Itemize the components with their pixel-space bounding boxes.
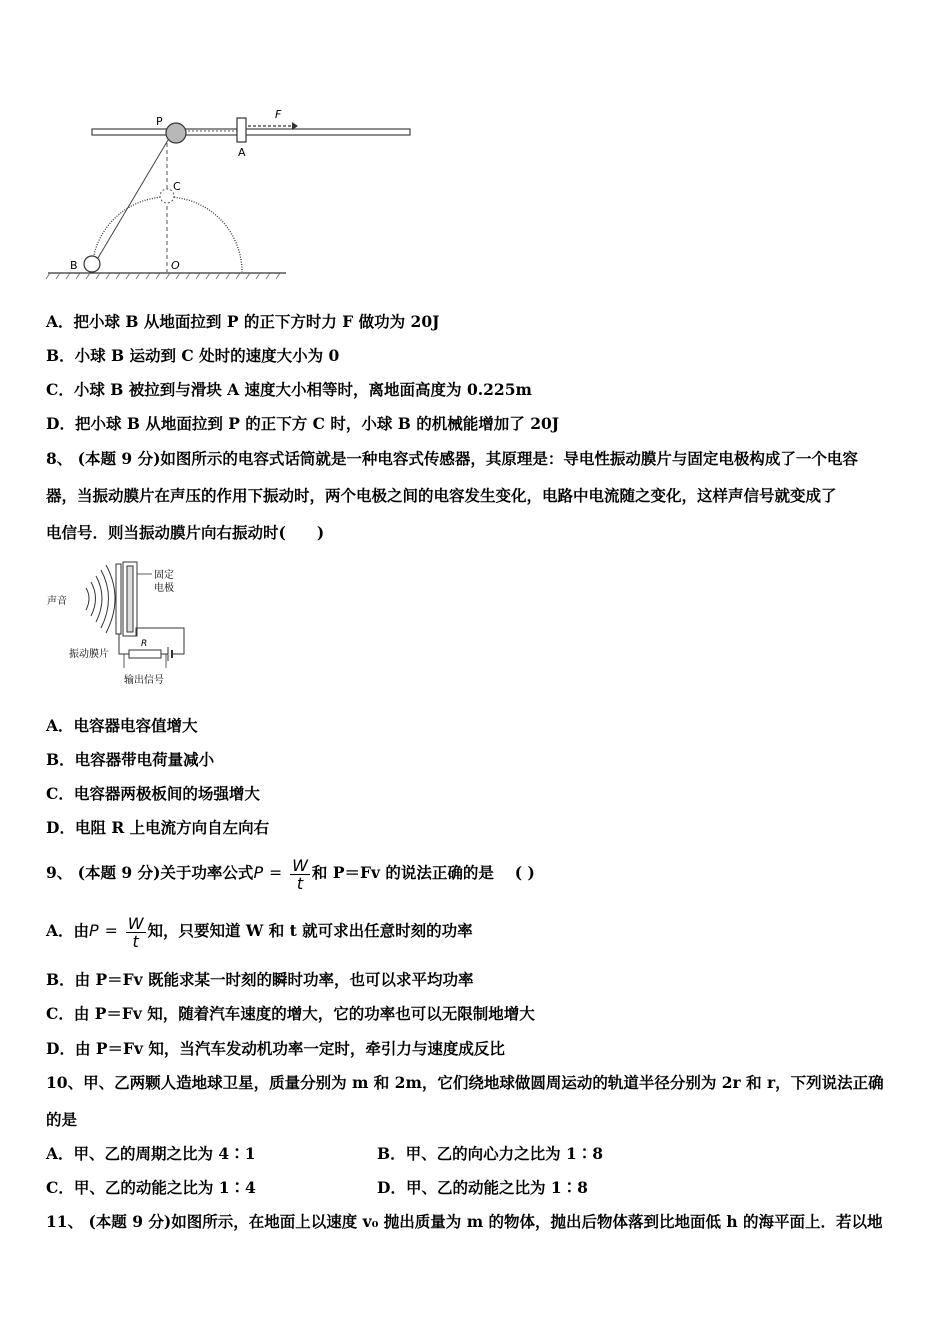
label-membrane: 振动膜片 (69, 649, 109, 660)
position-C (160, 189, 174, 203)
q9-optA-W: W (127, 913, 144, 933)
label-O: O (171, 259, 180, 272)
q9-optA-pre: A．由 (46, 921, 90, 940)
q9-formula-fraction (290, 857, 310, 892)
figure-rod-slider-ball (40, 100, 420, 285)
q9-stem-post: 和 P＝Fv 的说法正确的是 ( ) (311, 863, 535, 882)
q9-formula-W: W (292, 855, 308, 875)
q9-formula-eq: = (269, 864, 283, 882)
q8-stem-line2: 器，当振动膜片在声压的作用下振动时，两个电极之间的电容发生变化，电路中电流随之变化，这样声信号就变成了 (46, 486, 837, 505)
label-F: F (275, 108, 282, 121)
figure-condenser-microphone (44, 558, 204, 690)
label-sound: 声音 (47, 596, 67, 607)
horizontal-rod (92, 129, 410, 135)
q10-stem-line2: 的是 (46, 1110, 78, 1129)
q8-option-c: C．电容器两极板间的场强增大 (46, 784, 260, 803)
q9-optA-fraction (126, 915, 146, 950)
q9-option-a (46, 914, 473, 950)
q10-option-d: D．甲、乙的动能之比为 1∶8 (377, 1178, 588, 1197)
slider-A (237, 118, 246, 142)
resistor-R (129, 650, 161, 658)
q11-stem-line1: 11、 (本题 9 分)如图所示，在地面上以速度 v₀ 抛出质量为 m 的物体，抛出后物体落到比地面低 h 的海平面上．若以地 (46, 1212, 883, 1231)
q10-option-b: B．甲、乙的向心力之比为 1∶8 (377, 1144, 604, 1163)
q9-stem (46, 856, 535, 892)
q10-option-a: A．甲、乙的周期之比为 4∶1 (46, 1144, 256, 1163)
q8-option-d: D．电阻 R 上电流方向自左向右 (46, 818, 270, 837)
label-fixed-2: 电极 (154, 583, 174, 594)
fixed-electrode (127, 566, 133, 632)
q9-option-b: B．由 P＝Fv 既能求某一时刻的瞬时功率，也可以求平均功率 (46, 970, 474, 989)
q9-optA-post: 知，只要知道 W 和 t 就可求出任意时刻的功率 (147, 921, 473, 940)
q9-optA-eq: = (104, 922, 118, 940)
q8-stem-line1: 8、 (本题 9 分)如图所示的电容式话筒就是一种电容式传感器，其原理是：导电性振动膜片与固定电极构成了一个电容 (46, 449, 858, 468)
q8-option-b: B．电容器带电荷量减小 (46, 750, 215, 769)
vibrating-membrane (116, 564, 121, 634)
ball-B (84, 256, 100, 272)
q9-option-d: D．由 P＝Fv 知，当汽车发动机功率一定时，牵引力与速度成反比 (46, 1039, 505, 1058)
label-R: R (141, 639, 148, 649)
sound-waves (86, 565, 115, 633)
label-fixed-1: 固定 (154, 570, 174, 581)
rope-to-ball (98, 140, 168, 258)
q7-option-b: B．小球 B 运动到 C 处时的速度大小为 0 (46, 346, 340, 365)
circuit-wire (119, 634, 129, 654)
q9-stem-pre: 9、 (本题 9 分)关于功率公式 (46, 863, 254, 882)
q9-option-c: C．由 P＝Fv 知，随着汽车速度的增大，它的功率也可以无限制地增大 (46, 1004, 535, 1023)
q7-option-c: C．小球 B 被拉到与滑块 A 速度大小相等时，离地面高度为 0.225m (46, 380, 532, 399)
q10-option-c: C．甲、乙的动能之比为 1∶4 (46, 1178, 256, 1197)
q7-option-d: D．把小球 B 从地面拉到 P 的正下方 C 时，小球 B 的机械能增加了 20J (46, 414, 560, 433)
q9-formula-P: P (253, 863, 264, 882)
label-B: B (70, 259, 78, 272)
pulley-P (166, 123, 186, 143)
q8-option-a: A．电容器电容值增大 (46, 716, 198, 735)
label-A: A (238, 146, 246, 159)
ground-hatching (46, 273, 280, 279)
label-C: C (173, 180, 181, 193)
q9-optA-t: t (132, 931, 139, 951)
q10-stem-line1: 10、甲、乙两颗人造地球卫星，质量分别为 m 和 2m，它们绕地球做圆周运动的轨道半径分别为 2r 和 r，下列说法正确 (46, 1073, 884, 1092)
label-P: P (156, 115, 163, 128)
label-output: 输出信号 (124, 675, 164, 686)
q9-optA-P: P (89, 921, 99, 940)
q7-option-a: A．把小球 B 从地面拉到 P 的正下方时力 F 做功为 20J (46, 312, 440, 331)
q9-formula-t: t (296, 873, 304, 893)
q8-stem-line3: 电信号．则当振动膜片向右振动时( ) (46, 523, 325, 542)
